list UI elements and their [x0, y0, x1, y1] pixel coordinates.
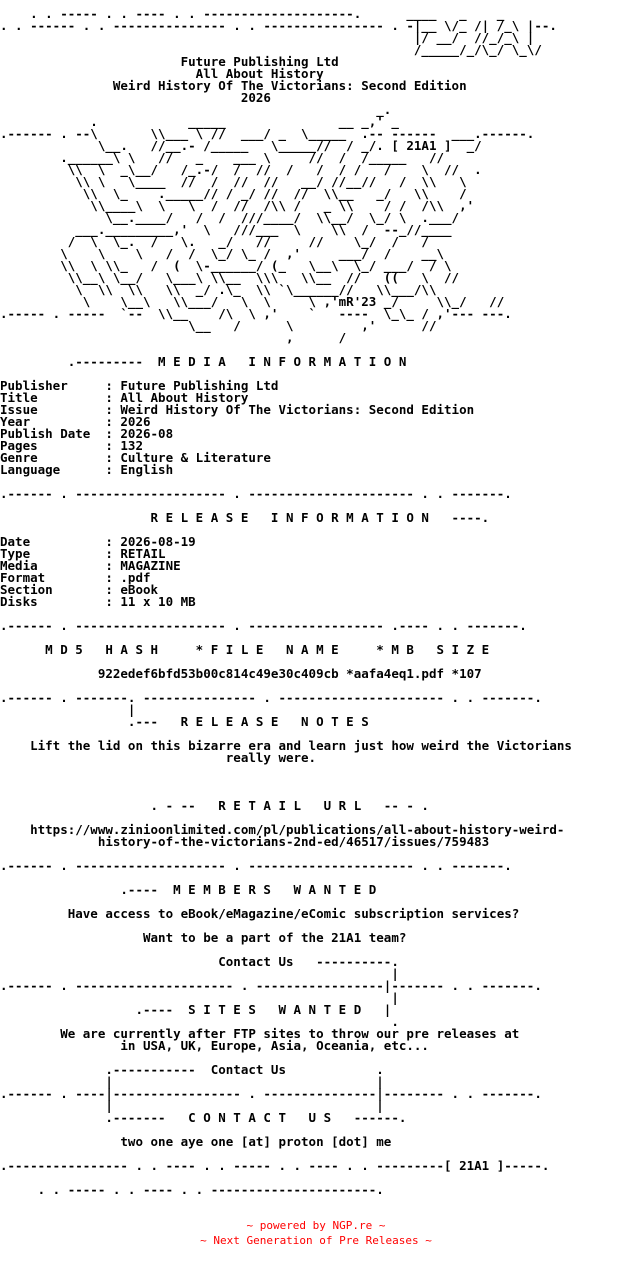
nfo-line: Language : English — [0, 462, 174, 477]
nfo-line: Have access to eBook/eMagazine/eComic subscription services? — [0, 906, 520, 921]
nfo-line: \\____\ \ \ / // /\\ / _ \\ / / /\\ ,' — [0, 198, 475, 213]
nfo-line: . _____ __ _,' _ — [0, 114, 399, 129]
nfo-line: really were. — [0, 750, 317, 765]
nfo-line: M D 5 H A S H * F I L E N A M E * M B S I Z E — [0, 642, 490, 657]
nfo-line: \\ \_ ._____// / _/ // // \\__ _/ \\ / — [0, 186, 467, 201]
powered-by-text: ~ powered by NGP.re ~ — [246, 1219, 386, 1232]
nfo-line: Genre : Culture & Literature — [0, 450, 271, 465]
nfo-line: .------ . ----|----------------- . ---------------|-------- . . -------. — [0, 1086, 542, 1101]
nfo-line: .----- . ----- `-- \\__ /\ \ ,' ` ---- \_\_ / ,'--- ---. — [0, 306, 512, 321]
nfo-line: | | — [0, 1098, 384, 1113]
nfo-line: . . ----- . . ---- . . --------------------. ____ _ _ — [0, 8, 520, 21]
nfo-line: in USA, UK, Europe, Asia, Oceania, etc... — [0, 1038, 429, 1053]
nfo-line: .------ . -------. --------------- . ---------------------- . . -------. — [0, 690, 542, 705]
nfo-line: Future Publishing Ltd — [0, 54, 339, 69]
nfo-line: Disks : 11 x 10 MB — [0, 594, 196, 609]
nfo-line: \ \__\ \\___/ \ \ \ ,'mR'23 _/ \\_/ // — [0, 294, 505, 309]
nfo-line: two one aye one [at] proton [dot] me — [0, 1134, 392, 1149]
footer — [0, 1218, 632, 1248]
nfo-line: .------ . -------------------- . ------------------ .---- . . -------. — [0, 618, 527, 633]
nfo-line: .------ . --------------------- . -----------------|------- . . -------. — [0, 978, 542, 993]
nfo-line: Section : eBook — [0, 582, 159, 597]
nfo-line: 922edef6bfd53b00c814c49e30c409cb *aafa4eq1.pdf *107 — [0, 666, 482, 681]
nfo-line: .------- C O N T A C T U S ------. — [0, 1110, 407, 1125]
nfo-line: history-of-the-victorians-2nd-ed/46517/issues/759483 — [0, 834, 490, 849]
nfo-line: \\ \ \\_ / ( \-______/ (_ \__\ \_/ ___/ / \ — [0, 258, 452, 273]
nfo-line: Type : RETAIL — [0, 546, 166, 561]
nfo-line: .------ . --\ \\___ \ // ___/ _ \_____ .-- ------ ___.------. — [0, 126, 535, 141]
nfo-line: _. — [0, 102, 392, 117]
nfo-line: Lift the lid on this bizarre era and learn just how weird the Victorians — [0, 738, 572, 753]
nfo-line: .---- S I T E S W A N T E D | — [0, 1002, 392, 1017]
nfo-line: \__. //__.- /_____ \_____// / _/. [ 21A1 ] _/ — [0, 138, 482, 153]
nfo-text — [0, 8, 632, 1196]
nfo-line: Pages : 132 — [0, 438, 143, 453]
nfo-line: We are currently after FTP sites to throw our pre releases at — [0, 1026, 520, 1041]
nfo-line: .---- M E M B E R S W A N T E D — [0, 882, 377, 897]
ngp-tagline: ~ Next Generation of Pre Releases ~ — [200, 1234, 432, 1247]
nfo-line: \\ \ _\__/ /_.-/ / // / / / / / \ // . — [0, 162, 482, 177]
nfo-line: Weird History Of The Victorians: Second Edition — [0, 78, 467, 93]
nfo-line: \ \\ \\ \\ _/ .\_ \\ `\______// \\___/\\ — [0, 282, 437, 297]
nfo-line: .---------------- . . ---- . . ----- . . ---- . . ---------[ 21A1 ]-----. — [0, 1158, 550, 1173]
nfo-line: | — [0, 990, 399, 1005]
nfo-line: .--- R E L E A S E N O T E S — [0, 714, 369, 729]
nfo-line: . — [0, 1014, 399, 1029]
nfo-line: R E L E A S E I N F O R M A T I O N ----. — [0, 510, 490, 525]
nfo-line: , / — [0, 330, 347, 345]
nfo-line: Format : .pdf — [0, 570, 151, 585]
nfo-line: . . ------ . . --------------- . . ---------------- . -|__ \/_ /| /_\ |--. — [0, 18, 557, 33]
nfo-line: .--------- M E D I A I N F O R M A T I O N — [0, 354, 407, 369]
nfo-line: . . ----- . . ---- . . ----------------------. — [0, 1182, 384, 1196]
nfo-line: Publish Date : 2026-08 — [0, 426, 174, 441]
nfo-line: Year : 2026 — [0, 414, 151, 429]
nfo-line: \__.____/ / / ///____/ \\__/ \_/ \ .___/ — [0, 210, 460, 225]
nfo-line: .______\ \ // _ ___ \ // / /_____ // — [0, 150, 445, 165]
nfo-line: \__ / \ ,' // — [0, 318, 437, 333]
nfo-line: / \ \_. / \. _/ // // \_/ / / — [0, 234, 429, 249]
nfo-line: 2026 — [0, 90, 271, 105]
nfo-line: ___._________,' \ ///___ \ \\ / --_//____ — [0, 222, 452, 237]
nfo-line: | | — [0, 1074, 384, 1089]
nfo-line: Date : 2026-08-19 — [0, 534, 196, 549]
nfo-line: All About History — [0, 66, 324, 81]
nfo-line: Contact Us ----------. — [0, 954, 399, 969]
nfo-line: \ \ \ / / \_/ \_ / ,' ___/ / __\ — [0, 246, 445, 261]
nfo-line: Media : MAGAZINE — [0, 558, 181, 573]
nfo-line: | — [0, 966, 399, 981]
nfo-line: .------ . -------------------- . ---------------------- . . -------. — [0, 486, 512, 501]
nfo-line: https://www.zinioonlimited.com/pl/publications/all-about-history-weird- — [0, 822, 565, 837]
nfo-line: | — [0, 702, 136, 717]
nfo-line: .----------- Contact Us . — [0, 1062, 384, 1077]
nfo-line: |/ __/ //_/_\ | — [0, 30, 542, 45]
nfo-line: Want to be a part of the 21A1 team? — [0, 930, 407, 945]
nfo-line: \\ \ \____ // / // // __/ //__// / \\ \ — [0, 174, 467, 189]
nfo-line: . - -- R E T A I L U R L -- - . — [0, 798, 429, 813]
nfo-line: Publisher : Future Publishing Ltd — [0, 378, 279, 393]
nfo-line: \\__\ \__/ \___\ \\__ \\\ \\__ // (( \ // — [0, 270, 460, 285]
nfo-line: Title : All About History — [0, 390, 249, 405]
nfo-line: /_____/_/\_/ \_\/ — [0, 42, 542, 57]
nfo-line: .------ . -------------------- . ---------------------- . . -------. — [0, 858, 512, 873]
nfo-line: Issue : Weird History Of The Victorians: Second Edition — [0, 402, 475, 417]
